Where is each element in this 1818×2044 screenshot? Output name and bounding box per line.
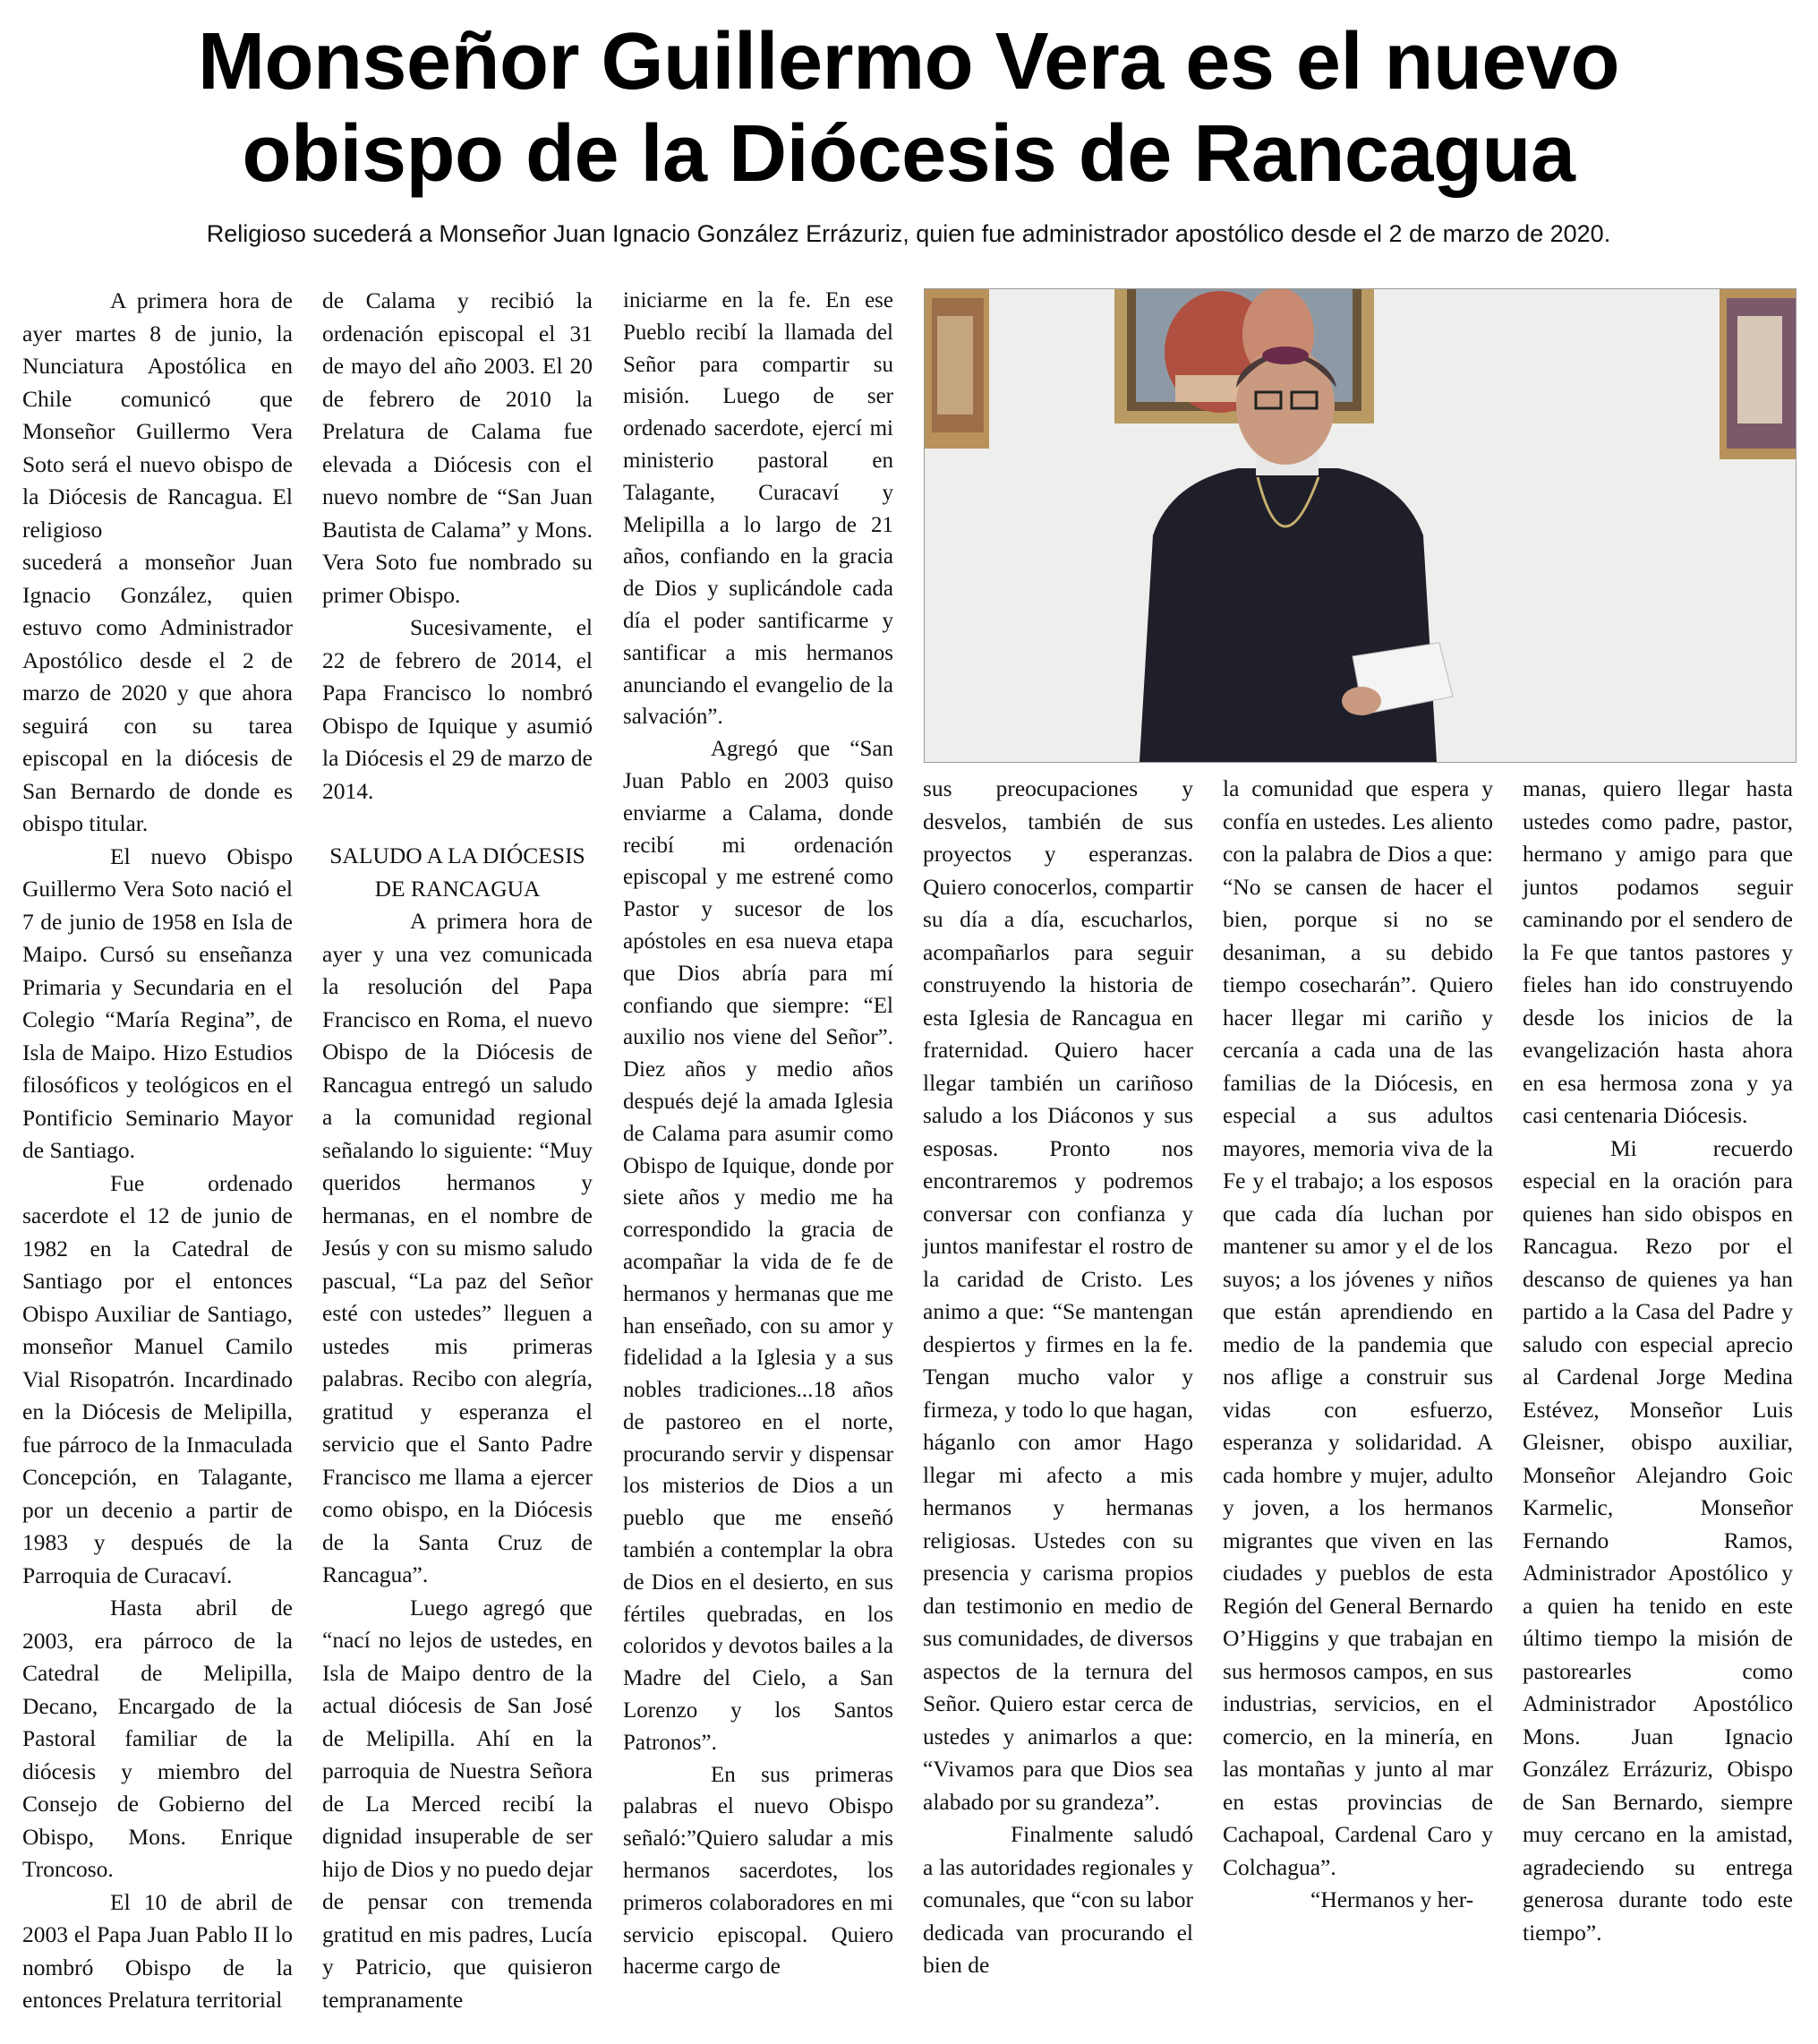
headline-line-2: obispo de la Diócesis de Rancagua — [242, 109, 1575, 199]
paragraph: Hasta abril de 2003, era párroco de la Catedral de Melipilla, Decano, Encargado de la Pastoral familiar de la diócesis y miembro del Consejo de Gobierno del Obispo, Mons. Enrique Troncoso. — [22, 1595, 293, 1882]
bishop-photo — [924, 288, 1797, 763]
paragraph: iniciarme en la fe. En ese Pueblo recibí la llamada del Señor para compartir su misión. Luego de ser ordenado sacerdote, ejercí mi ministerio pastoral en Talagante, Curacaví y Melipilla a lo largo de 21 años, confiando en la gracia de Dios y suplicándole cada día el poder santificarme y santificar a mis hermanos anunciando el evangelio de la salvación”. — [623, 288, 893, 730]
paragraph: “Hermanos y her- — [1310, 1886, 1474, 1912]
paragraph: El 10 de abril de 2003 el Papa Juan Pablo II lo nombró Obispo de la entonces Prelatura territorial — [22, 1888, 293, 2013]
paragraph: sucederá a monseñor Juan Ignacio González, quien estuvo como Administrador Apostólico desde el 2 de marzo de 2020 y que ahora seguirá con su tarea episcopal en la diócesis de San Bernardo de donde es obispo titular. — [22, 549, 293, 836]
column-2 — [322, 285, 593, 2016]
bishop-photo-illustration — [925, 289, 1796, 762]
paragraph: A primera hora de ayer y una vez comunicada la resolución del Papa Francisco en Roma, el nuevo Obispo de la Diócesis de Rancagua entregó un saludo a la comunidad regional señalando lo siguiente: “Muy queridos hermanos y hermanas, en el nombre de Jesús y con su mismo saludo pascual, “La paz del Señor esté con ustedes” lleguen a ustedes mis primeras palabras. Recibo con alegría, gratitud y esperanza el servicio que el Santo Padre Francisco me llama a ejercer como obispo, en la Diócesis de la Santa Cruz de Rancagua”. — [322, 908, 593, 1587]
paragraph: Mi recuerdo especial en la oración para quienes han sido obispos en Rancagua. Rezo por el descanso de quienes ya han partido a la Casa del Padre y saludo con especial aprecio al Cardenal Jorge Medina Estévez, Monseñor Luis Gleisner, obispo auxiliar, Monseñor Alejandro Goic Karmelic, Monseñor Fernando Ramos, Administrador Apostólico y a quien ha tenido en este último tiempo la misión de pastorearles como Administrador Apostólico Mons. Juan Ignacio González Errázuriz, Obispo de San Bernardo, siempre muy cercano en la amistad, agradeciendo su entrega generosa durante todo este tiempo”. — [1523, 1134, 1793, 1946]
column-1 — [22, 285, 293, 2017]
paragraph: Luego agregó que “nací no lejos de ustedes, en Isla de Maipo dentro de la actual diócesis de San José de Melipilla. Ahí en la parroquia de Nuestra Señora de La Merced recibí la dignidad insuperable de ser hijo de Dios y no puedo dejar de pensar con tremenda gratitud en mis padres, Lucía y Patricio, que quisieron tempranamente — [322, 1594, 593, 2013]
paragraph: El nuevo Obispo Guillermo Vera Soto nació el 7 de junio de 1958 en Isla de Maipo. Cursó su enseñanza Primaria y Secundaria en el Colegio “María Regina”, de Isla de Maipo. Hizo Estudios filosóficos y teológicos en el Pontificio Seminario Mayor de Santiago. — [22, 842, 293, 1163]
paragraph: la comunidad que espera y confía en ustedes. Les aliento con la palabra de Dios a que: “No se cansen de hacer el bien, porque si no se desaniman, a su debido tiempo cosecharán”. Quiero hacer llegar mi cariño y cercanía a cada una de las familias de la Diócesis, en especial a sus adultos mayores, memoria viva de la Fe y el trabajo; a los esposos que cada día luchan por mantener su amor y el de los suyos; a los jóvenes y niños que están aprendiendo en medio de la pandemia que nos aflige a construir sus vidas con esfuerzo, esperanza y solidaridad. A cada hombre y mujer, adulto y joven, a los hermanos migrantes que viven en las ciudades y pueblos de esta Región del General Bernardo O’Higgins y que trabajan en sus hermosos campos, en sus industrias, servicios, en el comercio, en la minería, en las montañas y junto al mar en estas provincias de Cachapoal, Cardenal Caro y Colchagua”. — [1223, 775, 1493, 1880]
column-4 — [923, 773, 1193, 1982]
paragraph: de Calama y recibió la ordenación episcopal el 31 de mayo del año 2003. El 20 de febrero de 2010 la Prelatura de Calama fue elevada a Diócesis con el nuevo nombre de “San Juan Bautista de Calama” y Mons. Vera Soto fue nombrado su primer Obispo. — [322, 287, 593, 608]
paragraph: Fue ordenado sacerdote el 12 de junio de 1982 en la Catedral de Santiago por el entonces Obispo Auxiliar de Santiago, monseñor Manuel Camilo Vial Risopatrón. Incardinado en la Diócesis de Melipilla, fue párroco de la Inmaculada Concepción, en Talagante, por un decenio a partir de 1983 y después de la Parroquia de Curacaví. — [22, 1169, 293, 1588]
paragraph: A primera hora de ayer martes 8 de junio, la Nunciatura Apostólica en Chile comunicó que Monseñor Guillermo Vera Soto será el nuevo obispo de la Diócesis de Rancagua. El religioso — [22, 287, 293, 543]
paragraph: Sucesivamente, el 22 de febrero de 2014, el Papa Francisco lo nombró Obispo de Iquique y asumió la Diócesis el 29 de marzo de 2014. — [322, 614, 593, 804]
column-5 — [1223, 773, 1493, 1917]
paragraph: manas, quiero llegar hasta ustedes como padre, pastor, hermano y amigo para que juntos podamos seguir caminando por el sendero de la Fe que tantos pastores y fieles han ido construyendo desde los inicios de la evangelización hasta ahora en esa hermosa zona y ya casi centenaria Diócesis. — [1523, 775, 1793, 1128]
headline — [36, 16, 1781, 201]
headline-line-1: Monseñor Guillermo Vera es el nuevo — [198, 17, 1619, 107]
paragraph: Agregó que “San Juan Pablo en 2003 quiso enviarme a Calama, donde recibí mi ordenación episcopal y me estrené como Pastor y sucesor de los apóstoles en esa nueva etapa que Dios abría para mí confiando que siempre: “El auxilio nos viene del Señor”. Diez años y medio años después dejé la amada Iglesia de Calama para asumir como Obispo de Iquique, donde por siete años y medio me ha correspondido la gracia de acompañar la vida de fe de hermanos y hermanas que me han enseñado, con su amor y fidelidad a la Iglesia y a sus nobles tradiciones...18 años de pastoreo en el norte, procurando servir y dispensar los misterios de Dios a un pueblo que me enseñó también a contemplar la obra de Dios en el desierto, en sus fértiles quebradas, en los coloridos y devotos bailes a la Madre del Cielo, a San Lorenzo y los Santos Patronos”. — [623, 737, 894, 1755]
subheadline: Religioso sucederá a Monseñor Juan Ignacio González Errázuriz, quien fue administrador apostólico desde el 2 de marzo de 2020. — [206, 220, 1611, 247]
column-6 — [1523, 773, 1793, 1949]
section-subtitle: SALUDO A LA DIÓCESIS DE RANCAGUA — [329, 842, 585, 902]
paragraph: Finalmente saludó a las autoridades regionales y comunales, que “con su labor dedicada van procurando el bien de — [923, 1821, 1193, 1978]
paragraph: En sus primeras palabras el nuevo Obispo señaló:”Quiero saludar a mis hermanos sacerdotes, los primeros colaboradores en mi servicio episcopal. Quiero hacerme cargo de — [623, 1762, 893, 1980]
paragraph: sus preocupaciones y desvelos, también de sus proyectos y esperanzas. Quiero conocerlos, compartir su día a día, escucharlos, acompañarlos para seguir construyendo la historia de esta Iglesia de Rancagua en fraternidad. Quiero hacer llegar también un cariñoso saludo a los Diáconos y sus esposas. Pronto nos encontraremos y podremos conversar con confianza y juntos manifestar el rostro de la caridad de Cristo. Les animo a que: “Se mantengan despiertos y firmes en la fe. Tengan mucho valor y firmeza, y todo lo que hagan, háganlo con amor Hago llegar mi afecto a mis hermanos y hermanas religiosas. Ustedes con su presencia y carisma propios dan testimonio en medio de sus comunidades, de diversos aspectos de la ternura del Señor. Quiero estar cerca de ustedes y animarlos a que: “Vivamos para que Dios sea alabado por su grandeza”. — [923, 775, 1193, 1815]
column-3 — [623, 285, 893, 1983]
